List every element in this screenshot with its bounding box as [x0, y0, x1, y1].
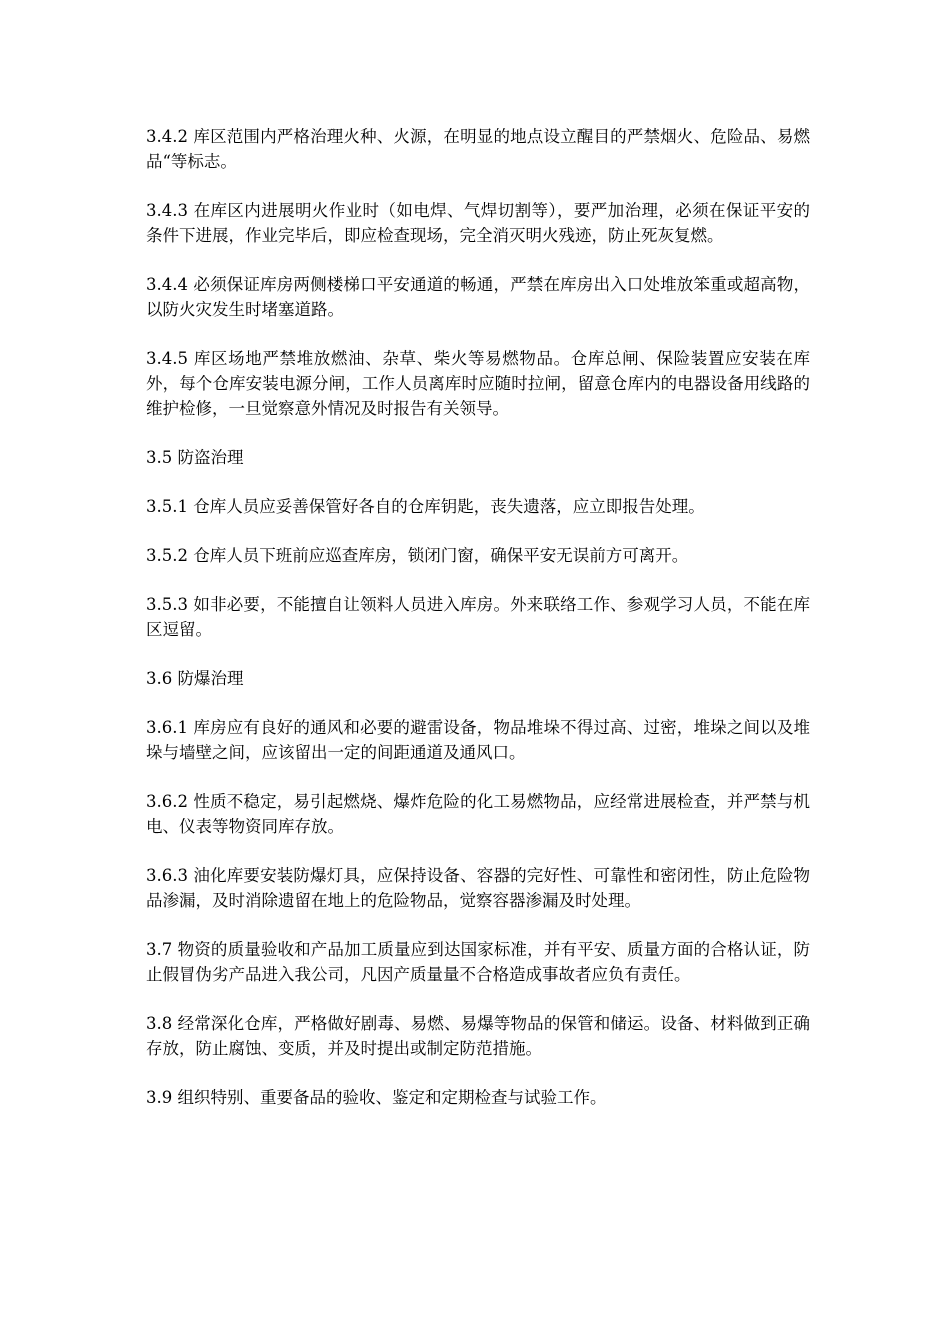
paragraph-3-4-5: 3.4.5 库区场地严禁堆放燃油、杂草、柴火等易燃物品。仓库总闸、保险装置应安装在库外，每个仓库安装电源分闸，工作人员离库时应随时拉闸，留意仓库内的电器设备用线路的维护检修，一旦觉察意外情况及时报告有关领导。 — [146, 349, 810, 418]
paragraph-3-6-3: 3.6.3 油化库要安装防爆灯具，应保持设备、容器的完好性、可靠性和密闭性，防止危险物品渗漏，及时消除遗留在地上的危险物品，觉察容器渗漏及时处理。 — [146, 866, 810, 910]
document-body — [146, 124, 810, 1134]
paragraph-3-5-2: 3.5.2 仓库人员下班前应巡查库房，锁闭门窗，确保平安无误前方可离开。 — [146, 546, 689, 565]
paragraph-3-5-3: 3.5.3 如非必要，不能擅自让领料人员进入库房。外来联络工作、参观学习人员，不能在库区逗留。 — [146, 595, 810, 639]
paragraph-3-9: 3.9 组织特别、重要备品的验收、鉴定和定期检查与试验工作。 — [146, 1088, 607, 1107]
section-heading-3-5: 3.5 防盗治理 — [146, 448, 244, 467]
paragraph-3-6-2: 3.6.2 性质不稳定，易引起燃烧、爆炸危险的化工易燃物品，应经常进展检查，并严禁与机电、仪表等物资同库存放。 — [146, 792, 810, 836]
paragraph-3-8: 3.8 经常深化仓库，严格做好剧毒、易燃、易爆等物品的保管和储运。设备、材料做到正确存放，防止腐蚀、变质，并及时提出或制定防范措施。 — [146, 1014, 810, 1058]
paragraph-3-4-4: 3.4.4 必须保证库房两侧楼梯口平安通道的畅通，严禁在库房出入口处堆放笨重或超高物，以防火灾发生时堵塞道路。 — [146, 275, 810, 319]
paragraph-3-4-2: 3.4.2 库区范围内严格治理火种、火源，在明显的地点设立醒目的严禁烟火、危险品、易燃品“等标志。 — [146, 127, 810, 171]
paragraph-3-4-3: 3.4.3 在库区内进展明火作业时（如电焊、气焊切割等），要严加治理，必须在保证平安的条件下进展，作业完毕后，即应检查现场，完全消灭明火残迹，防止死灰复燃。 — [146, 201, 810, 245]
paragraph-3-6-1: 3.6.1 库房应有良好的通风和必要的避雷设备，物品堆垛不得过高、过密，堆垛之间以及堆垛与墙壁之间，应该留出一定的间距通道及通风口。 — [146, 718, 810, 762]
paragraph-3-7: 3.7 物资的质量验收和产品加工质量应到达国家标准，并有平安、质量方面的合格认证，防止假冒伪劣产品进入我公司，凡因产质量量不合格造成事故者应负有责任。 — [146, 940, 810, 984]
paragraph-3-5-1: 3.5.1 仓库人员应妥善保管好各自的仓库钥匙，丧失遗落，应立即报告处理。 — [146, 497, 705, 516]
section-heading-3-6: 3.6 防爆治理 — [146, 669, 244, 688]
